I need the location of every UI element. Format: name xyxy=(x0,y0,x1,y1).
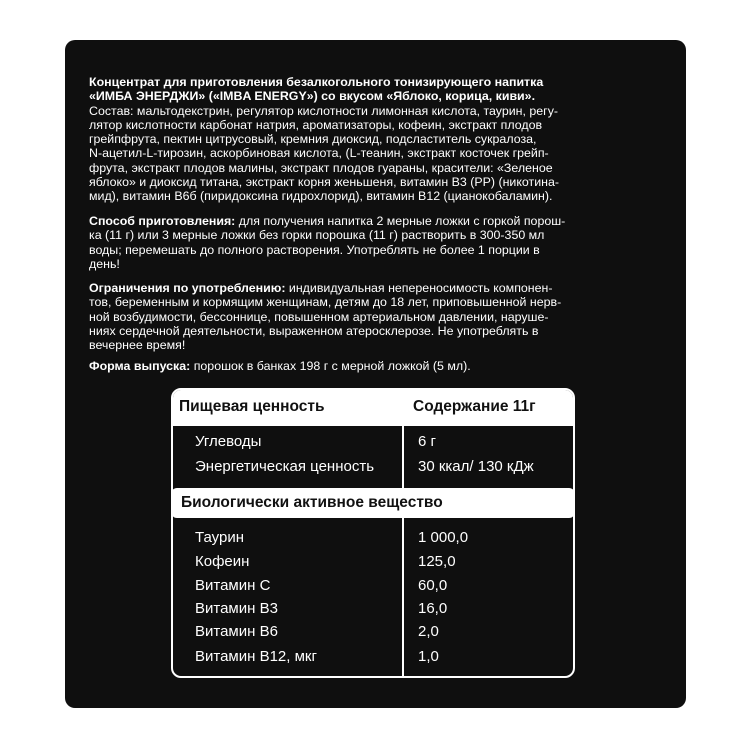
restrictions-line: ниях сердечной деятельности, выраженном атеросклерозе. Не употреблять в xyxy=(89,323,539,338)
product-title-line-1: Концентрат для приготовления безалкогольного тонизирующего напитка xyxy=(89,75,544,89)
restrictions-label: Ограничения по употреблению: xyxy=(89,281,286,295)
column-divider xyxy=(402,518,404,678)
composition-line: фрута, экстракт плодов малины, экстракт плодов гуараны, красители: «Зеленое xyxy=(89,160,553,175)
column-divider xyxy=(402,426,404,488)
restrictions-line: ной возбудимости, бессоннице, повышенном артериальном давлении, наруше- xyxy=(89,309,549,324)
composition-line: грейпфрута, пектин цитрусовый, кремния диоксид, подсластитель сукралоза, xyxy=(89,132,537,147)
composition-line: N-ацетил-L-тирозин, аскорбиновая кислота, (L-теанин, экстракт косточек грейп- xyxy=(89,146,549,161)
restrictions-text: индивидуальная непереносимость компонен- xyxy=(285,281,553,295)
bio-value: 1 000,0 xyxy=(418,529,469,546)
bio-value: 2,0 xyxy=(418,623,439,640)
bio-value: 16,0 xyxy=(418,600,448,617)
composition-line: мид), витамин В6б (пиридоксина гидрохлорид), витамин В12 (цианокобаламин). xyxy=(89,189,553,204)
bio-name: Витамин В3 xyxy=(195,600,278,617)
composition-line: лятор кислотности карбонат натрия, ароматизаторы, кофеин, экстракт плодов xyxy=(89,117,543,132)
nutrient-value: 6 г xyxy=(418,433,436,450)
preparation-first-line xyxy=(89,214,649,228)
release-form-label: Форма выпуска: xyxy=(89,359,191,373)
header-nutritional-value: Пищевая ценность xyxy=(179,398,325,415)
restrictions-first-line xyxy=(89,281,649,295)
section-title: Биологически активное вещество xyxy=(181,494,443,511)
composition-line: Состав: мальтодекстрин, регулятор кислотности лимонная кислота, таурин, регу- xyxy=(89,103,559,118)
restrictions-line: вечернее время! xyxy=(89,338,186,353)
composition-section xyxy=(89,75,649,204)
nutrition-table xyxy=(171,388,575,678)
release-form-section xyxy=(89,359,649,373)
bio-name: Витамин С xyxy=(195,577,271,594)
preparation-line: день! xyxy=(89,256,120,271)
nutrient-name: Энергетическая ценность xyxy=(195,458,375,475)
bio-name: Таурин xyxy=(195,529,244,546)
restrictions-section xyxy=(89,281,649,352)
composition-line: яблоко» и диоксид титана, экстракт корня женьшеня, витамин В3 (РР) (никотина- xyxy=(89,175,559,190)
nutrient-value: 30 ккал/ 130 кДж xyxy=(418,458,534,475)
preparation-label: Способ приготовления: xyxy=(89,214,236,228)
bio-value: 125,0 xyxy=(418,553,456,570)
release-form-text: порошок в банках 198 г с мерной ложкой (5 мл). xyxy=(190,359,471,373)
release-form-line xyxy=(89,359,649,373)
bio-value: 60,0 xyxy=(418,577,448,594)
bio-name: Кофеин xyxy=(195,553,250,570)
nutrient-name: Углеводы xyxy=(195,433,262,450)
bio-value: 1,0 xyxy=(418,648,439,665)
bio-name: Витамин В6 xyxy=(195,623,278,640)
product-title-line-2: «ИМБА ЭНЕРДЖИ» («IMBA ENERGY») со вкусом «Яблоко, корица, киви». xyxy=(89,89,536,104)
preparation-line: ка (11 г) или 3 мерные ложки без горки порошка (11 г) растворить в 300-350 мл xyxy=(89,228,545,243)
restrictions-line: тов, беременным и кормящим женщинам, детям до 18 лет, приповышенной нерв- xyxy=(89,295,562,310)
bio-name: Витамин В12, мкг xyxy=(195,648,317,665)
header-content: Содержание 11г xyxy=(413,398,536,415)
preparation-text: для получения напитка 2 мерные ложки с горкой порош- xyxy=(235,214,566,228)
preparation-line: воды; перемешать до полного растворения. Употреблять не более 1 порции в xyxy=(89,242,540,257)
preparation-section xyxy=(89,214,649,271)
